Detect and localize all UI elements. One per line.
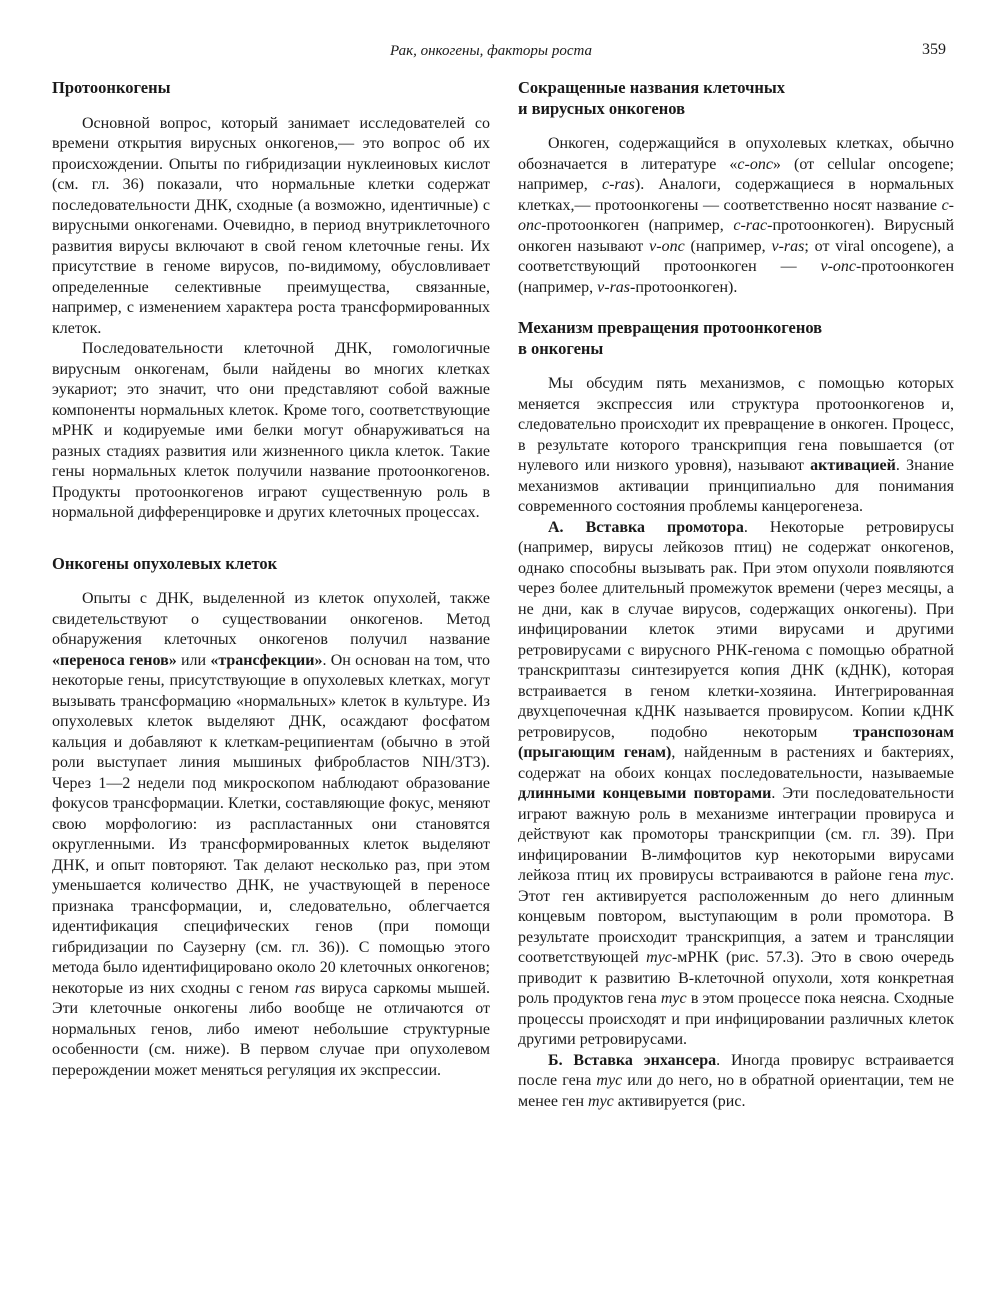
gene-name: ras [294, 979, 316, 997]
text-run: Опыты с ДНК, выделенной из клеток опухолей, также свидетельствуют о существовании онкогенов. Метод обнаружения клеточных онкогенов получил название [52, 590, 490, 648]
term-activation: активацией [810, 457, 896, 474]
text-run: Онкоген, содержащийся в опухолевых клетках, обычно обозначается в литературе « [518, 135, 954, 173]
gene-name: v-ras [771, 237, 805, 255]
text-run: -протоонкоген (например, [518, 258, 954, 296]
text-run: вируса саркомы мышей. Эти клеточные онкогены либо вообще не отличаются от нормальных генов, либо имеют небольшие структурные особенности (см. ниже). В первом случае при опухолевом перерождении может меняться регуляция их экспрессии. [52, 979, 491, 1079]
text-run: -протоонкоген (например, [541, 217, 734, 234]
gene-name: myc [924, 867, 950, 884]
paragraph [52, 589, 490, 1081]
text-run: » (от cellular oncogene; например, [518, 155, 954, 193]
paragraph [518, 374, 954, 518]
paragraph-promoter-insertion [518, 518, 954, 1051]
term-long-terminal-repeats: длинными концевыми повторами [518, 785, 772, 802]
text-run: . Он основан на том, что некоторые гены, присутствующие в опухолевых клетках, могут вызывать трансформацию «нормальных» клеток в культуре. Из опухолевых клеток выделяют ДНК, осаждают фосфатом кальция и добавляют к клеткам-реципиентам (обычно в этой роли выступает линия мышиных фибробластов NIH/3T3). Через 1—2 недели под микроскопом наблюдают образование фокусов трансформации. Клетки, составляющие фокус, меняют свою морфологию: из распластанных они становятся округленными. Из трансформированных клеток выделяют ДНК, и опыт повторяют. Так делают несколько раз, при этом уменьшается количество ДНК, не участвующей в переносе признака трансформации, и, следовательно, облегчается идентификация специфических генов (при помощи гибридизации по Саузерну (см. гл. 36)). С помощью этого метода было идентифицировано около 20 клеточных онкогенов; некоторые из них сходны с геном [52, 651, 491, 997]
heading-line: Сокращенные названия клеточных [518, 78, 786, 97]
gene-name: c-ras [601, 176, 635, 193]
text-run: в этом процессе пока неясна. Сходные процессы происходят и при инфицировании различных клеток другими ретровирусами. [518, 990, 955, 1048]
gene-name: v-onc [820, 258, 856, 275]
heading-line: Механизм превращения протоонкогенов [518, 318, 823, 337]
heading-protooncogenes: Протоонкогены [52, 78, 171, 97]
paragraph: Основной вопрос, который занимает исследователей со времени открытия вирусных онкогенов,— это вопрос об их происхождении. Опыты по гибридизации нуклеиновых кислот (см. гл. 36) показали, что нормальные клетки содержат последовательности ДНК, сходные (а возможно, идентичные) с вирусными онкогенами. Очевидно, в период внутриклеточного развития вирусы включают в свой геном клеточные гены. Их присутствие в геноме вирусов, по-видимому, обусловливает определенные селективные преимущества, связанные, например, с изменением характера роста трансформированных клеток. [52, 114, 490, 337]
heading-activation-mechanism [518, 318, 954, 359]
text-run: или до него, но в обратной ориентации, тем не менее ген [518, 1072, 954, 1110]
gene-name: myc [646, 949, 672, 966]
gene-name: v-onc [649, 237, 685, 255]
running-head: Рак, онкогены, факторы роста [390, 43, 592, 59]
text-run: . Эти последовательности играют важную роль в механизме интеграции провируса и действуют как промоторы транскрипции (см. гл. 39). При инфицировании В-лимфоцитов кур некоторыми вирусами лейкоза птиц их провирусы встраиваются в районе гена [518, 785, 955, 884]
text-run: Мы обсудим пять механизмов, с помощью которых меняется экспрессия или структура протоонкогенов и, следовательно происходит их превращение в онкоген. Процесс, в результате которого транскрипция гена повышается (от нулевого или низкого уровня), называют [518, 375, 954, 474]
gene-name: c-rac [733, 217, 768, 234]
heading-line: в онкогены [518, 338, 604, 358]
gene-name: v-ras [597, 278, 631, 296]
text-run: -протоонкоген). [630, 278, 738, 296]
heading-line: и вирусных онкогенов [518, 98, 685, 118]
text-run: или [176, 651, 211, 669]
gene-name: myc [596, 1072, 623, 1089]
paragraph-enhancer-insertion [518, 1051, 954, 1113]
term-transfection: «трансфекции» [210, 651, 323, 669]
text-run: ). Аналоги, содержащиеся в нормальных клетках,— протоонкогены — соответственно носят название [518, 176, 954, 214]
text-run: . Знание механизмов активации принципиально для понимания современного состояния проблемы канцерогенеза. [518, 457, 955, 515]
term-gene-transfer: «переноса генов» [52, 651, 177, 669]
paragraph: Последовательности клеточной ДНК, гомологичные вирусным онкогенам, были найдены во многих клетках эукариот; это значит, что они представляют собой важные компоненты нормальных клеток. Кроме того, соответствующие мРНК и кодируемые ими белки могут обнаруживаться на разных стадиях развития или жизненного цикла клеток. Такие гены нормальных клеток получили название протоонкогенов. Продукты протоонкогенов играют существенную роль в нормальной дифференцировке и других клеточных процессах. [52, 340, 490, 521]
text-run: -мРНК (рис. 57.3). Это в свою очередь приводит к развитию В-клеточной опухоли, хотя конкретная роль продуктов гена [518, 949, 955, 1007]
gene-name: myc [588, 1092, 614, 1110]
gene-name: c-onc [737, 155, 773, 173]
paragraph [518, 134, 954, 298]
text-run: (например, [684, 237, 772, 255]
heading-oncogene-abbreviations [518, 78, 954, 119]
subsection-title-a: А. Вставка промотора [548, 518, 744, 536]
gene-name: myc [660, 990, 687, 1007]
text-run: . Иногда провирус встраивается после гена [518, 1051, 954, 1089]
gene-name: c-onc [518, 196, 954, 234]
term-transposons: транспозонам (прыгающим генам) [518, 723, 954, 761]
text-run: -протоонкоген). Вирусный онкоген называют [518, 217, 955, 255]
subsection-title-b: Б. Вставка энхансера [548, 1051, 717, 1069]
text-run: активируется (рис. [613, 1092, 746, 1110]
heading-tumor-cell-oncogenes: Онкогены опухолевых клеток [52, 553, 278, 573]
left-column [52, 78, 490, 1081]
text-run: ; от viral oncogene), а соответствующий протоонкоген — [518, 237, 955, 275]
page-number: 359 [922, 41, 946, 58]
text-run: . Некоторые ретровирусы (например, вирусы лейкозов птиц) не содержат онкогенов, однако способны вызывать рак. При этом опухоли появляются через более длительный промежуток времени (через месяцы, а не дни, как в случае вирусов, содержащих онкогены). При инфицировании клеток этими вирусами и другими ретровирусами с вирусного РНК-генома с помощью обратной транскриптазы синтезируется копия ДНК (кДНК), которая встраивается в геном клетки-хозяина. Интегрированная двухцепочечная кДНК называется провирусом. Копии кДНК ретровирусов, подобно некоторым [518, 518, 954, 741]
text-run: , найденным в растениях и бактериях, содержат на обоих концах последовательности, называемые [518, 744, 955, 782]
right-column [518, 78, 954, 1112]
text-run: . Этот ген активируется расположенным до него длинным концевым повтором, выступающим в роли промотора. В результате происходит транскрипция, а затем и трансляции соответствующей [518, 867, 954, 966]
